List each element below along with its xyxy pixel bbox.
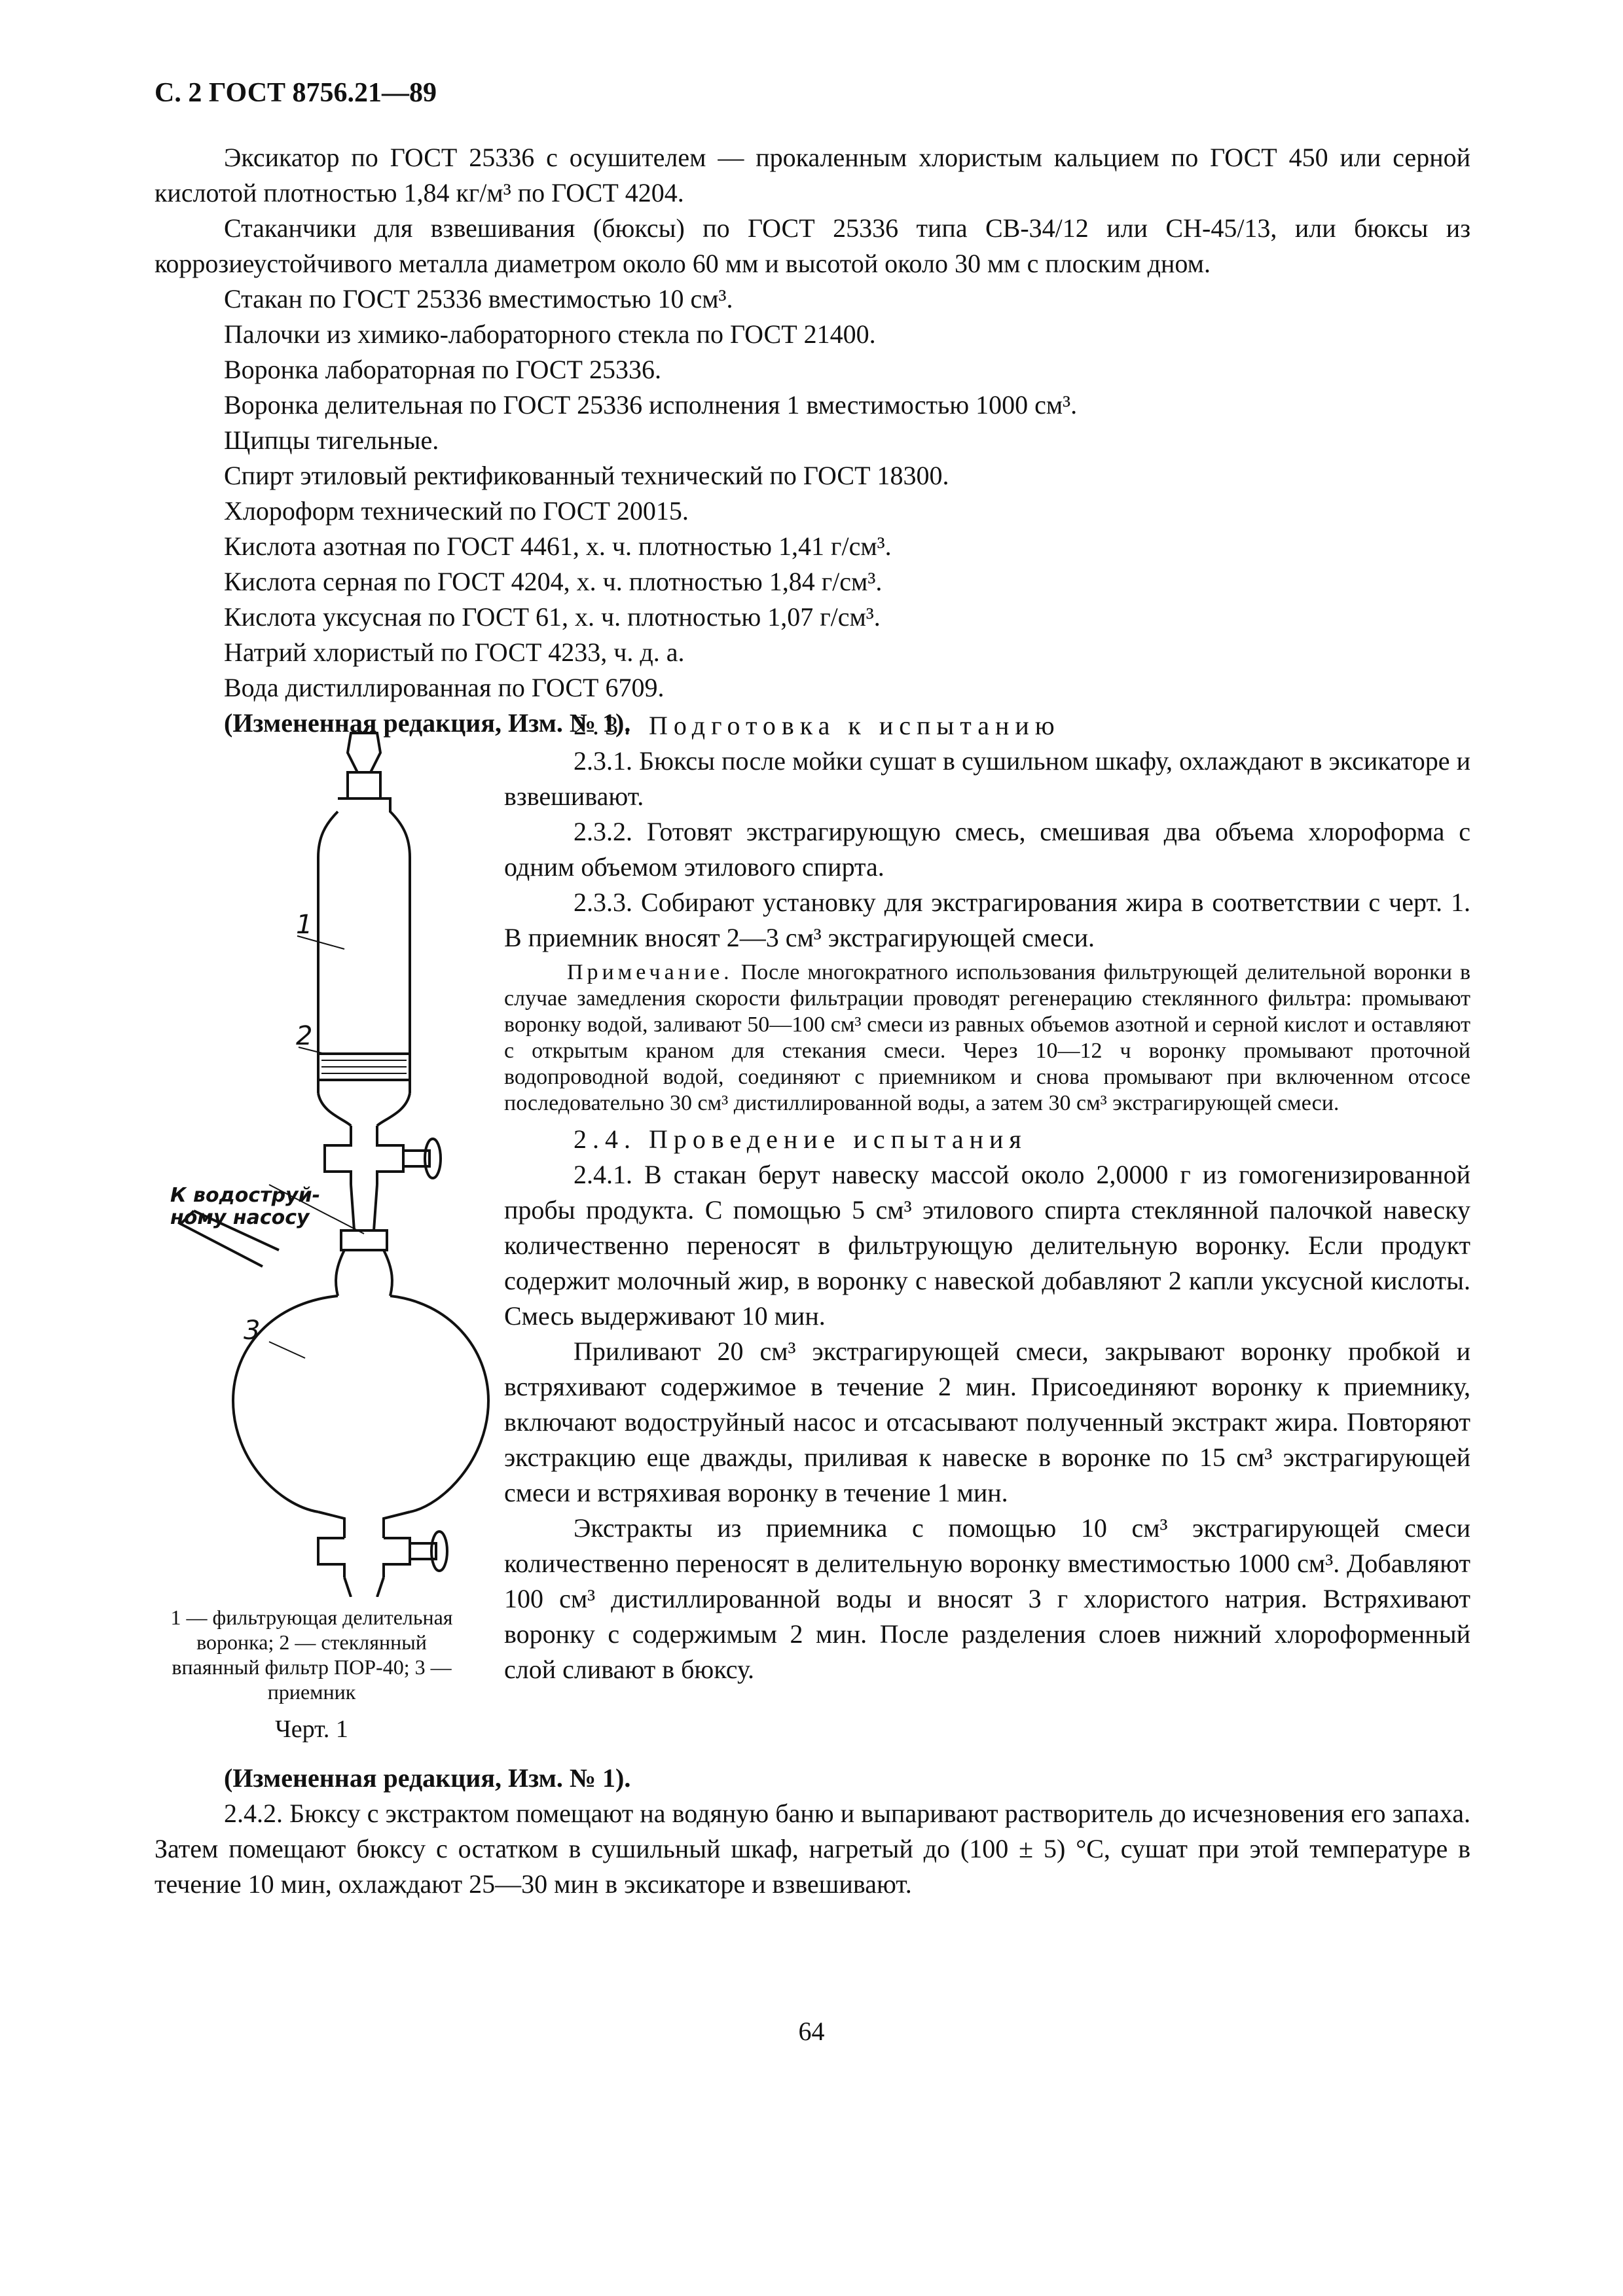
list-item: Воронка делительная по ГОСТ 25336 исполнения 1 вместимостью 1000 см³.: [224, 390, 1078, 420]
section-title-2-3: 2.3. Подготовка к испытанию: [574, 711, 1061, 740]
list-item: Спирт этиловый ректификованный технический по ГОСТ 18300.: [224, 461, 949, 490]
figure-label-1: 1: [296, 910, 313, 940]
list-item: Вода дистиллированная по ГОСТ 6709.: [224, 673, 665, 702]
figure-caption: 1 — фильтрующая делительная воронка; 2 — стеклянный впаянный фильтр ПОР-40; 3 — приемник: [170, 1605, 453, 1704]
list-item: Хлороформ технический по ГОСТ 20015.: [224, 496, 689, 526]
figure-label-2: 2: [296, 1021, 313, 1051]
paragraph-2-3-3: 2.3.3. Собирают установку для экстрагирования жира в соответствии с черт. 1. В приемник вносят 2—3 см³ экстрагирующей смеси.: [504, 888, 1470, 952]
note-text: После многократного использования фильтрующей делительной воронки в случае замедления скорости фильтрации проводят регенерацию стеклянного фильтра: промывают воронку водой, заливают 50—100 см³ смеси из равных объемов азотной и серной кислот и оставляют с открытым краном для стекания смеси. Через 10—12 ч воронку промывают проточной водопроводной водой, соединяют с приемником и снова промывают при включенном отсосе последовательно 30 см³ дистиллированной воды, а затем 30 см³ экстрагирующей смеси.: [504, 960, 1470, 1115]
list-item: Кислота уксусная по ГОСТ 61, х. ч. плотностью 1,07 г/см³.: [224, 602, 881, 632]
paragraph-2-4-1: 2.4.1. В стакан берут навеску массой около 2,0000 г из гомогенизированной пробы продукта. С помощью 5 см³ этилового спирта стеклянной палочкой навеску количественно переносят в фильтрующую делительную воронку. Если продукт содержит молочный жир, в воронку с навеской добавляют 2 капли уксусной кислоты. Смесь выдерживают 10 мин.: [504, 1160, 1470, 1331]
list-item: Кислота серная по ГОСТ 4204, х. ч. плотностью 1,84 г/см³.: [224, 567, 883, 596]
figure-title: Черт. 1: [275, 1715, 348, 1743]
note-paragraph: [504, 960, 1470, 1117]
list-item: Кислота азотная по ГОСТ 4461, х. ч. плотностью 1,41 г/см³.: [224, 531, 892, 561]
paragraph-2-4-1-c: Экстракты из приемника с помощью 10 см³ экстрагирующей смеси количественно переносят в делительную воронку вместимостью 1000 см³. Добавляют 100 см³ дистиллированной воды и вносят 3 г хлористого натрия. Встряхивают воронку с содержимым 2 мин. После разделения слоев нижний хлороформенный слой сливают в бюксу.: [504, 1513, 1470, 1684]
paragraph-weighing-bottles: Стаканчики для взвешивания (бюксы) по ГОСТ 25336 типа СВ-34/12 или СН-45/13, или бюксы из коррозиеустойчивого металла диаметром около 60 мм и высотой около 30 мм с плоским дном.: [155, 213, 1470, 278]
list-item: Щипцы тигельные.: [224, 425, 439, 455]
pump-label: К водоструй-ному насосу: [170, 1184, 321, 1229]
right-column-text: [504, 708, 1470, 1687]
page-number: 64: [798, 2017, 825, 2046]
list-item: Натрий хлористый по ГОСТ 4233, ч. д. а.: [224, 637, 685, 667]
apparatus-figure: [155, 726, 508, 1597]
paragraph-desiccator: Эксикатор по ГОСТ 25336 с осушителем — прокаленным хлористым кальцием по ГОСТ 450 или серной кислотой плотностью 1,84 кг/м³ по ГОСТ 4204.: [155, 143, 1470, 207]
section-title-2-4: 2.4. Проведение испытания: [574, 1124, 1027, 1154]
revision-note: (Измененная редакция, Изм. № 1).: [224, 708, 631, 738]
figure-label-3: 3: [244, 1316, 261, 1346]
top-text-block: [155, 140, 1470, 741]
note-label: Примечание.: [567, 960, 733, 984]
list-item: Палочки из химико-лабораторного стекла по ГОСТ 21400.: [224, 319, 876, 349]
paragraph-2-4-1-b: Приливают 20 см³ экстрагирующей смеси, закрывают воронку пробкой и встряхивают содержимое в течение 2 мин. Присоединяют воронку к приемнику, включают водоструйный насос и отсасывают полученный экстракт жира. Повторяют экстракцию еще дважды, приливая к навеске в воронке по 15 см³ экстрагирующей смеси и встряхивая воронку в течение 1 мин.: [504, 1336, 1470, 1507]
bottom-text-block: [155, 1761, 1470, 1902]
paragraph-2-4-2: 2.4.2. Бюксу с экстрактом помещают на водяную баню и выпаривают растворитель до исчезновения его запаха. Затем помещают бюксу с остатком в сушильный шкаф, нагретый до (100 ± 5) °С, сушат при этой температуре в течение 10 мин, охлаждают 25—30 мин в эксикаторе и взвешивают.: [155, 1799, 1470, 1899]
list-item: Стакан по ГОСТ 25336 вместимостью 10 см³.: [224, 284, 733, 314]
paragraph-2-3-1: 2.3.1. Бюксы после мойки сушат в сушильном шкафу, охлаждают в эксикаторе и взвешивают.: [504, 746, 1470, 811]
page-header: С. 2 ГОСТ 8756.21—89: [155, 78, 437, 108]
revision-note: (Измененная редакция, Изм. № 1).: [224, 1763, 631, 1793]
list-item: Воронка лабораторная по ГОСТ 25336.: [224, 355, 661, 384]
paragraph-2-3-2: 2.3.2. Готовят экстрагирующую смесь, смешивая два объема хлороформа с одним объемом этилового спирта.: [504, 817, 1470, 882]
